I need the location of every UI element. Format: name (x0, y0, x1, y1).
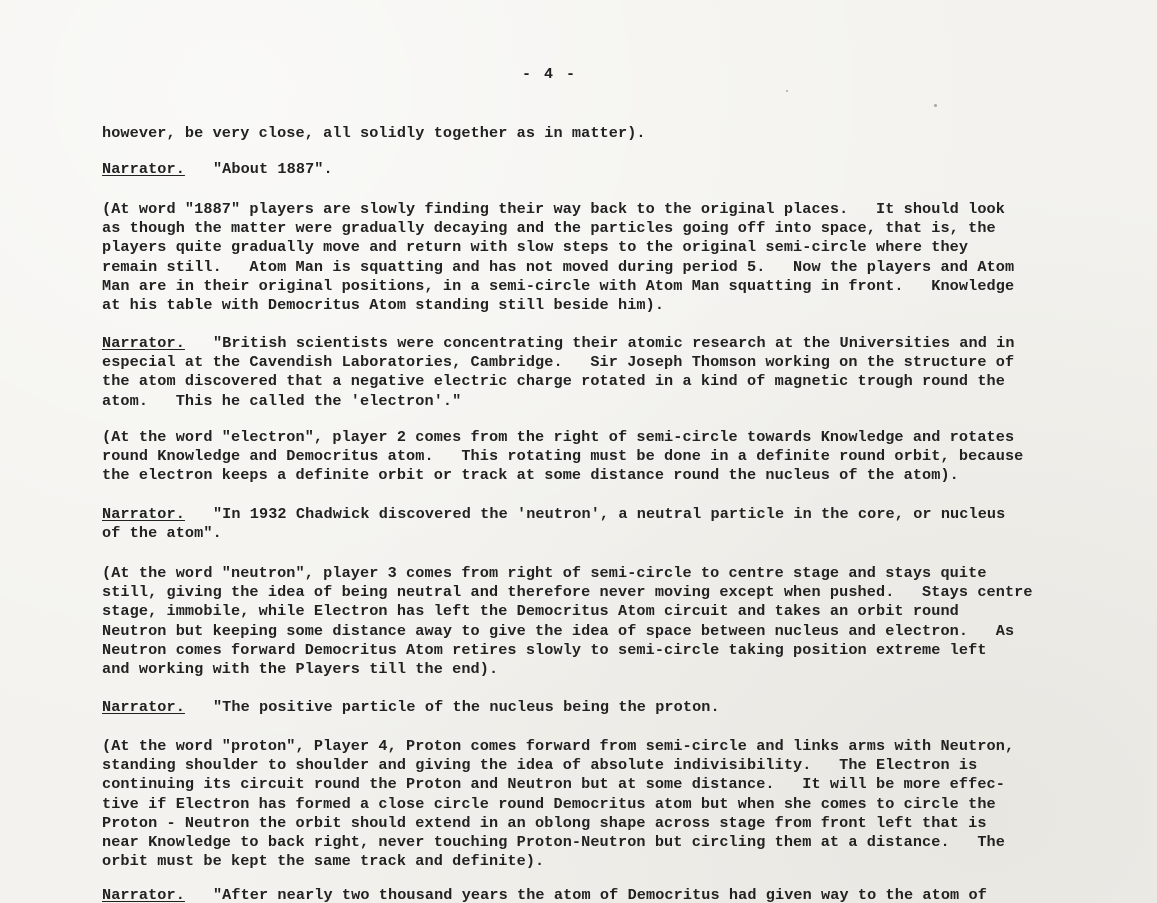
stage-direction (102, 564, 1033, 679)
narrator-speech: "The positive particle of the nucleus being the proton. (212, 698, 720, 716)
direction-line: tive if Electron has formed a close circle round Democritus atom but when she comes to circle the (102, 794, 996, 813)
narrator-line (102, 334, 1015, 411)
direction-line: Neutron but keeping some distance away to give the idea of space between nucleus and electron. As (102, 621, 1015, 640)
speaker-label: Narrator. (102, 886, 185, 903)
direction-line: orbit must be kept the same track and definite). (102, 852, 545, 871)
speaker-label: Narrator. (102, 160, 185, 178)
speech-line: atom. This he called the 'electron'." (102, 391, 462, 410)
direction-line: at his table with Democritus Atom standing still beside him). (102, 296, 665, 315)
continuation-text: however, be very close, all solidly together as in matter). (102, 124, 646, 142)
direction-line: stage, immobile, while Electron has left the Democritus Atom circuit and takes an orbit round (102, 602, 959, 621)
speaker-label: Narrator. (102, 505, 185, 523)
speck (786, 90, 788, 92)
speaker-label: Narrator. (102, 698, 185, 716)
narrator-line (102, 698, 720, 717)
stage-direction (102, 737, 1014, 871)
direction-line: still, giving the idea of being neutral and therefore never moving except when pushed. Stays centre (102, 583, 1033, 602)
direction-line: the electron keeps a definite orbit or track at some distance round the nucleus of the atom). (102, 466, 959, 485)
narrator-line (102, 160, 333, 179)
speck (934, 104, 937, 107)
speech-line: of the atom". (102, 524, 222, 543)
direction-line: players quite gradually move and return with slow steps to the original semi-circle where they (102, 238, 969, 257)
narrator-line (102, 505, 1005, 543)
direction-line: remain still. Atom Man is squatting and has not moved during period 5. Now the players and Atom (102, 257, 1015, 276)
direction-line: (At the word "neutron", player 3 comes from right of semi-circle to centre stage and stays quite (102, 564, 987, 582)
narrator-speech: "British scientists were concentrating their atomic research at the Universities and in (212, 334, 1015, 352)
speech-line: the atom discovered that a negative electric charge rotated in a kind of magnetic trough round the (102, 372, 1005, 391)
page-number: - 4 - (522, 66, 578, 83)
stage-direction (102, 200, 1014, 315)
narrator-speech: "About 1887". (212, 160, 333, 178)
narrator-speech: "After nearly two thousand years the atom of Democritus had given way to the atom of (212, 886, 987, 903)
direction-line: and working with the Players till the end). (102, 660, 499, 679)
direction-line: near Knowledge to back right, never touching Proton-Neutron but circling them at a distance. The (102, 833, 1005, 852)
narrator-speech: "In 1932 Chadwick discovered the 'neutron', a neutral particle in the core, or nucleus (212, 505, 1006, 523)
direction-line: continuing its circuit round the Proton and Neutron but at some distance. It will be more effec- (102, 775, 1005, 794)
speaker-label: Narrator. (102, 334, 185, 352)
direction-line: Man are in their original positions, in a semi-circle with Atom Man squatting in front. Knowledge (102, 276, 1015, 295)
direction-line: Neutron comes forward Democritus Atom retires slowly to semi-circle taking position extreme left (102, 640, 987, 659)
direction-line: Proton - Neutron the orbit should extend in an oblong shape across stage from front left that is (102, 813, 987, 832)
direction-line: (At the word "proton", Player 4, Proton comes forward from semi-circle and links arms with Neutron, (102, 737, 1015, 755)
direction-line: (At the word "electron", player 2 comes from the right of semi-circle towards Knowledge and rotates (102, 428, 1015, 446)
direction-line: round Knowledge and Democritus atom. This rotating must be done in a definite round orbit, because (102, 447, 1024, 466)
narrator-line (102, 886, 987, 903)
speech-line: especial at the Cavendish Laboratories, Cambridge. Sir Joseph Thomson working on the structure of (102, 353, 1015, 372)
direction-line: standing shoulder to shoulder and giving the idea of absolute indivisibility. The Electron is (102, 756, 978, 775)
stage-direction (102, 428, 1023, 486)
direction-line: as though the matter were gradually decaying and the particles going off into space, that is, the (102, 219, 996, 238)
direction-line: (At word "1887" players are slowly finding their way back to the original places. It should look (102, 200, 1005, 218)
